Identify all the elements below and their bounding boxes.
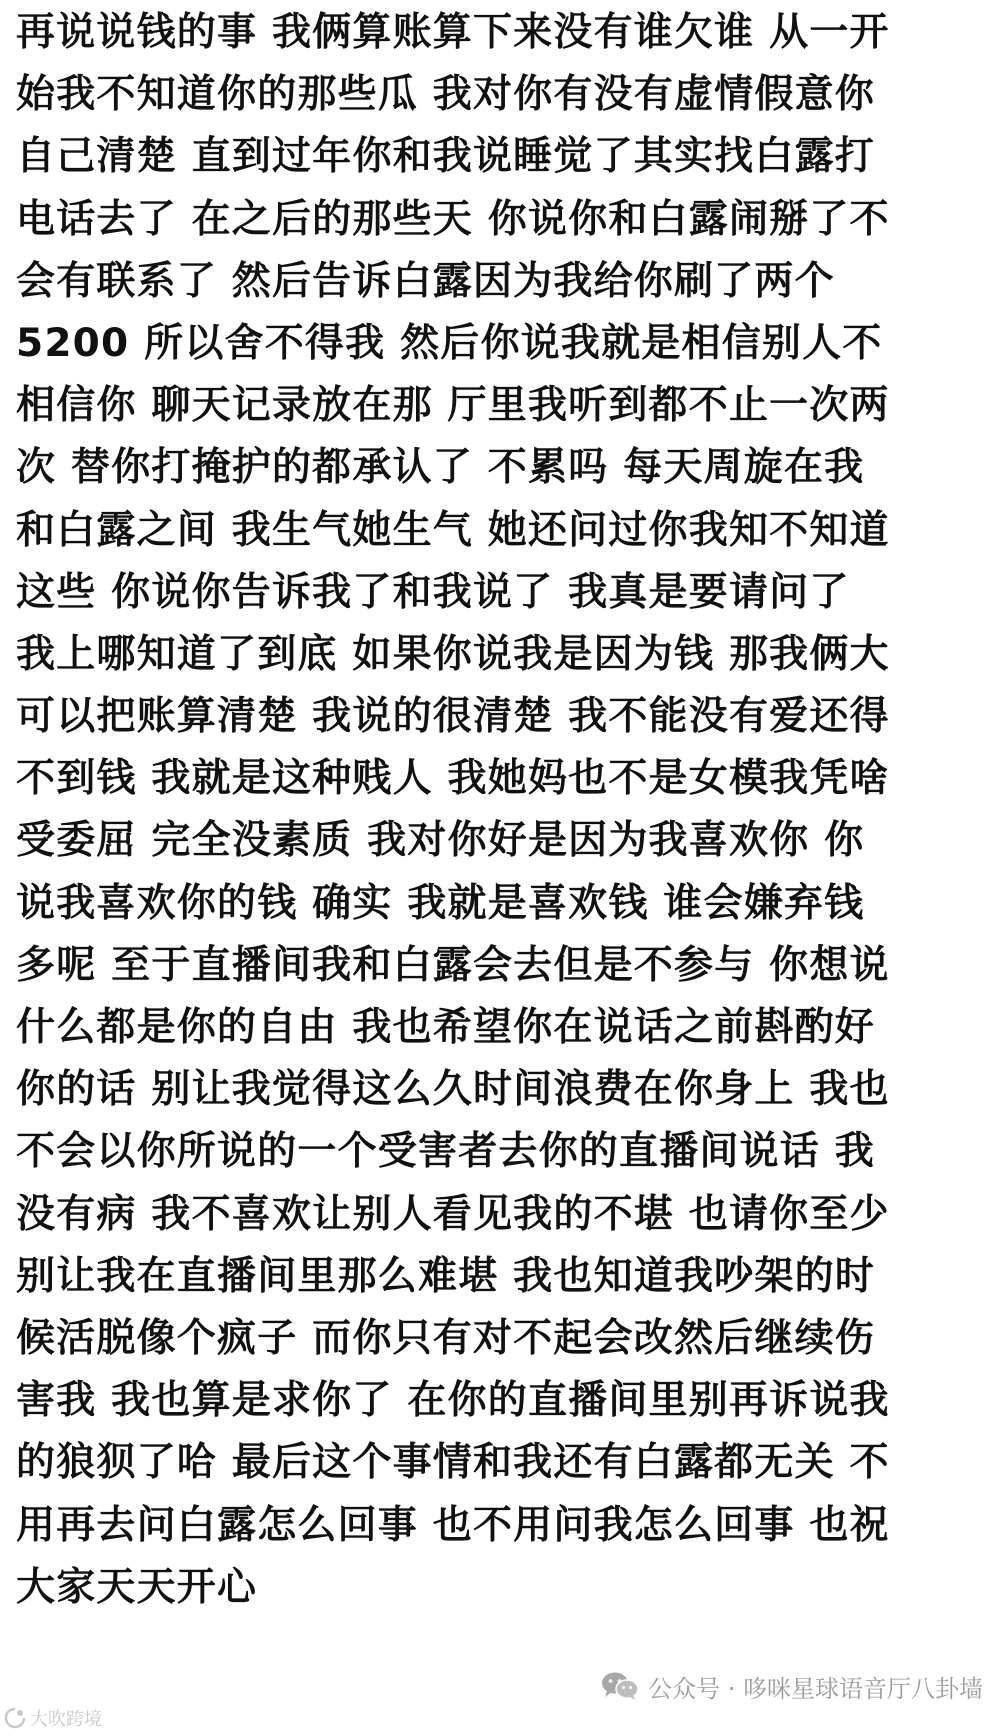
text-line: 别让我在直播间里那么难堪 我也知道我吵架的时 [16,1253,875,1299]
body-text [16,2,976,1619]
text-line: 多呢 至于直播间我和白露会去但是不参与 你想说 [16,942,890,988]
text-line: 5200 所以舍不得我 然后你说我就是相信别人不 [16,320,883,366]
text-line: 再说说钱的事 我俩算账算下来没有谁欠谁 从一开 [16,10,890,55]
text-line: 受委屈 完全没素质 我对你好是因为我喜欢你 你 [16,818,865,864]
text-line: 相信你 聊天记录放在那 厅里我听到都不止一次两 [16,383,890,429]
text-line: 什么都是你的自由 我也希望你在说话之前斟酌好 [16,1005,875,1050]
text-line: 始我不知道你的那些瓜 我对你有没有虚情假意你 [16,72,875,118]
text-line: 你的话 别让我觉得这么久时间浪费在你身上 我也 [16,1067,890,1113]
watermark-text: 公众号 · 哆咪星球语音厅八卦墙 [648,1674,983,1703]
text-line: 的狼狈了哈 最后这个事情和我还有白露都无关 不 [16,1440,890,1486]
text-line: 不到钱 我就是这种贱人 我她妈也不是女模我凭啥 [16,756,890,802]
text-line: 不会以你所说的一个受害者去你的直播间说话 我 [16,1129,875,1175]
official-account-watermark [600,1668,983,1704]
text-line: 说我喜欢你的钱 确实 我就是喜欢钱 谁会嫌弃钱 [16,880,865,926]
corner-brand-icon [4,1707,26,1729]
corner-brand-logo [4,1704,102,1732]
text-line: 电话去了 在之后的那些天 你说你和白露闹掰了不 [16,196,890,242]
text-line: 会有联系了 然后告诉白露因为我给你刷了两个 [16,258,835,304]
text-line: 我上哪知道了到底 如果你说我是因为钱 那我俩大 [16,631,890,677]
text-line: 可以把账算清楚 我说的很清楚 我不能没有爱还得 [16,694,890,740]
corner-brand-text: 大吹跨境 [30,1709,102,1730]
text-line: 害我 我也算是求你了 在你的直播间里别再诉说我 [16,1378,890,1424]
text-line: 大家天天开心 [16,1564,258,1610]
text-line: 自己清楚 直到过年你和我说睡觉了其实找白露打 [16,134,875,180]
text-line: 和白露之间 我生气她生气 她还问过你我知不知道 [16,507,890,553]
wechat-icon [600,1671,640,1701]
text-line: 没有病 我不喜欢让别人看见我的不堪 也请你至少 [16,1191,890,1237]
text-line: 次 替你打掩护的都承认了 不累吗 每天周旋在我 [16,445,865,491]
text-line: 用再去问白露怎么回事 也不用问我怎么回事 也祝 [16,1502,890,1548]
text-line: 候活脱像个疯子 而你只有对不起会改然后继续伤 [16,1315,875,1361]
text-line: 这些 你说你告诉我了和我说了 我真是要请问了 [16,569,850,615]
